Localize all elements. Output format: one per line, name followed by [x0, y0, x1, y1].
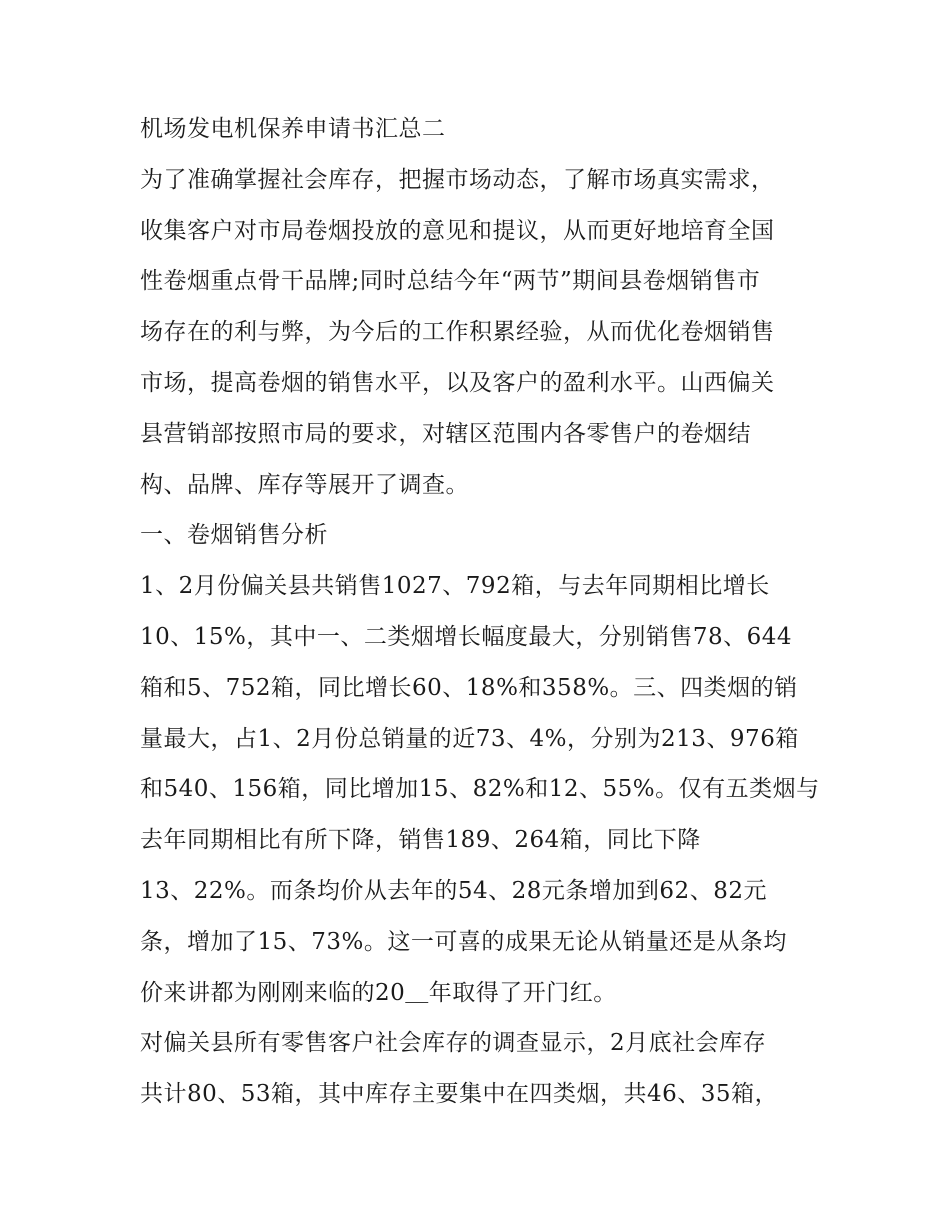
paragraph-line: 箱和5、752箱，同比增长60、18%和358%。三、四类烟的销 — [140, 674, 798, 701]
paragraph-line: 量最大，占1、2月份总销量的近73、4%，分别为213、976箱 — [140, 725, 799, 752]
paragraph-line: 13、22%。而条均价从去年的54、28元条增加到62、82元 — [140, 877, 767, 904]
paragraph-line: 去年同期相比有所下降，销售189、264箱，同比下降 — [140, 827, 701, 854]
paragraph-line: 1、2月份偏关县共销售1027、792箱，与去年同期相比增长 — [140, 573, 770, 600]
paragraph-line: 市场，提高卷烟的销售水平，以及客户的盈利水平。山西偏关 — [140, 369, 775, 396]
paragraph-line: 共计80、53箱，其中库存主要集中在四类烟，共46、35箱， — [140, 1081, 779, 1108]
paragraph-line: 构、品牌、库存等展开了调查。 — [140, 471, 469, 498]
paragraph-line: 为了准确掌握社会库存，把握市场动态，了解市场真实需求， — [140, 166, 775, 193]
document-body — [140, 113, 820, 1129]
paragraph-line: 性卷烟重点骨干品牌;同时总结今年“两节”期间县卷烟销售市 — [140, 268, 761, 295]
paragraph-line: 县营销部按照市局的要求，对辖区范围内各零售户的卷烟结 — [140, 420, 751, 447]
paragraph-line: 10、15%，其中一、二类烟增长幅度最大，分别销售78、644 — [140, 623, 793, 650]
document-title: 机场发电机保养申请书汇总二 — [140, 116, 446, 142]
section-heading: 一、卷烟销售分析 — [140, 522, 328, 549]
paragraph-line: 场存在的利与弊，为今后的工作积累经验，从而优化卷烟销售 — [140, 319, 775, 346]
paragraph-line: 和540、156箱，同比增加15、82%和12、55%。仅有五类烟与 — [140, 776, 820, 803]
paragraph-line: 条，增加了15、73%。这一可喜的成果无论从销量还是从条均 — [140, 928, 787, 955]
paragraph-line: 对偏关县所有零售客户社会库存的调查显示，2月底社会库存 — [140, 1030, 767, 1057]
paragraph-line: 价来讲都为刚刚来临的20＿年取得了开门红。 — [140, 979, 617, 1006]
paragraph-line: 收集客户对市局卷烟投放的意见和提议，从而更好地培育全国 — [140, 217, 775, 244]
